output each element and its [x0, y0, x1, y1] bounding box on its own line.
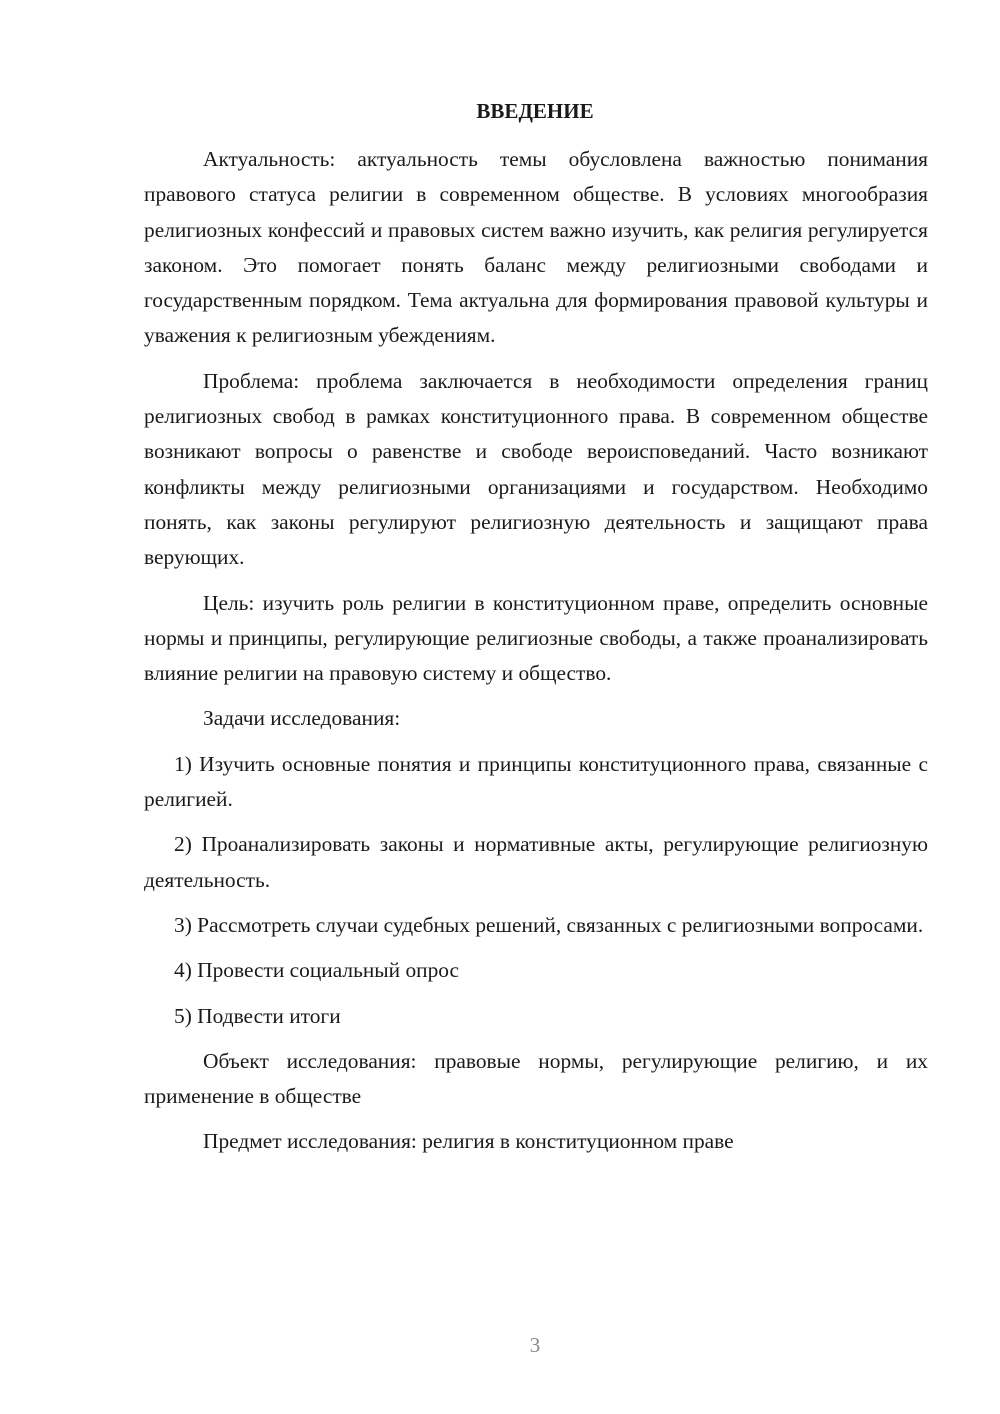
task-item-4: 4) Провести социальный опрос: [174, 958, 460, 983]
research-object-paragraph: Объект исследования: правовые нормы, регулирующие религию, и их применение в обществе: [144, 1048, 928, 1109]
problem-paragraph: Проблема: проблема заключается в необходимости определения границ религиозных свобод в рамках конституционного права. В современном обществе возникают вопросы о равенстве и свободе вероисповеданий. Часто возникают конфликты между религиозными организациями и государством. Необходимо понять, как законы регулируют религиозную деятельность и защищают права верующих.: [144, 368, 928, 570]
research-subject-paragraph: Предмет исследования: религия в конституционном праве: [203, 1129, 734, 1154]
task-item-5: 5) Подвести итоги: [174, 1003, 341, 1028]
page-number: 3: [529, 1333, 541, 1357]
task-item-2: 2) Проанализировать законы и нормативные акты, регулирующие религиозную деятельность.: [144, 832, 928, 892]
tasks-heading: Задачи исследования:: [203, 706, 401, 731]
page-title: ВВЕДЕНИЕ: [476, 99, 594, 123]
document-body: [144, 142, 928, 1170]
task-item-3: 3) Рассмотреть случаи судебных решений, связанных с религиозными вопросами.: [174, 912, 924, 937]
goal-paragraph: Цель: изучить роль религии в конституционном праве, определить основные нормы и принципы, регулирующие религиозные свободы, а также проанализировать влияние религии на правовую систему и общество.: [144, 590, 928, 686]
task-item-1: 1) Изучить основные понятия и принципы конституционного права, связанные с религией.: [144, 751, 928, 812]
relevance-paragraph: Актуальность: актуальность темы обусловлена важностью понимания правового статуса религии в современном обществе. В условиях многообразия религиозных конфессий и правовых систем важно изучить, как религия регулируется законом. Это помогает понять баланс между религиозными свободами и государственным порядком. Тема актуальна для формирования правовой культуры и уважения к религиозным убеждениям.: [144, 147, 928, 348]
